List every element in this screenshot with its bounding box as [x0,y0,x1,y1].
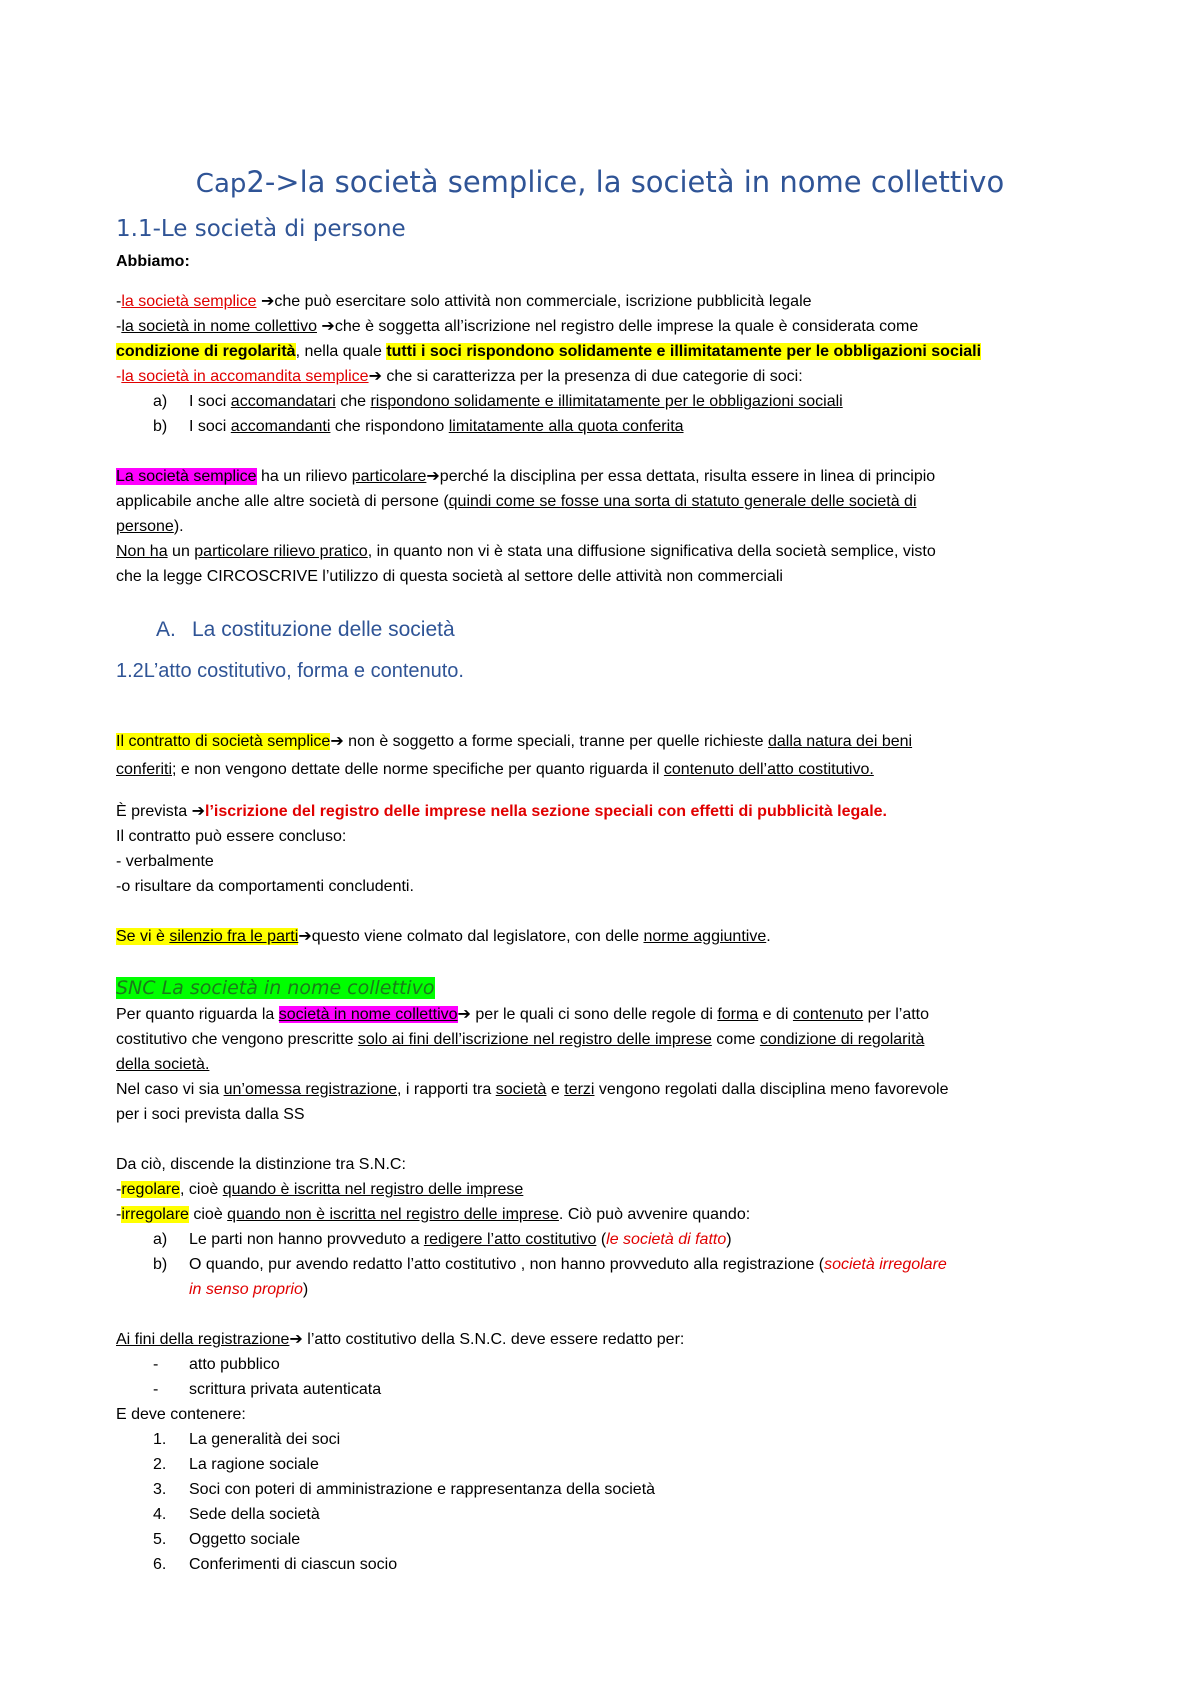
title-prefix: Cap [195,169,247,199]
contenere-line: E deve contenere: [116,1406,246,1423]
dash: - [116,1206,122,1223]
text: O quando, pur avendo redatto l’atto costitutivo , non hanno provveduto alla registrazione ( [189,1256,825,1273]
paragraph-2-line-1 [116,542,936,562]
text-red-bold: l’iscrizione del registro delle imprese nella sezione speciali con effetti di pubblicità legale. [205,803,887,820]
marker: 2. [153,1456,167,1473]
text-underlined: rispondono solidamente e illimitatamente per le obbligazioni sociali [370,393,843,410]
text: che si caratterizza per la presenza di due categorie di soci: [381,368,803,385]
text: La ragione sociale [189,1456,319,1473]
text: e di [758,1006,793,1023]
text: scrittura privata autenticata [189,1381,382,1398]
text-underlined: terzi [564,1081,595,1098]
text: ) [726,1231,732,1248]
text-underlined: silenzio fra le parti [169,928,299,945]
text: perché la disciplina per essa dettata, risulta essere in linea di principio [439,468,936,485]
heading-a [156,618,455,642]
text-underlined: persone [116,518,174,535]
highlight-contratto: Il contratto di società semplice [116,733,331,750]
term-accomandanti: accomandanti [230,418,331,435]
text: atto pubblico [189,1356,280,1373]
highlight-regolare: regolare [121,1181,181,1198]
text: che [335,393,371,410]
text: ) [302,1281,309,1298]
list-item [153,1530,300,1550]
arrow-icon: ➔ [256,293,275,310]
text-red-italic: le società di fatto [606,1231,727,1248]
text: , cioè [180,1181,223,1198]
snc-line-6: Da ciò, discende la distinzione tra S.N.C: [116,1156,406,1173]
text: che può esercitare solo attività non commerciale, iscrizione pubblicità legale [274,293,812,310]
text: Oggetto sociale [189,1531,301,1548]
contratto-line-1 [116,732,912,752]
text-underlined: Ai fini della registrazione [116,1331,290,1348]
concluso-line: Il contratto può essere concluso: [116,828,347,845]
list-item [153,1455,319,1475]
snc-line-irregolare [116,1205,750,1225]
paragraph-1-line-1 [116,467,935,487]
marker: 1. [153,1431,167,1448]
text: Per quanto riguarda la [116,1006,279,1023]
highlight-tutti-soci: tutti i soci rispondono solidamente e illimitatamente per le obbligazioni sociali [386,343,982,360]
text: , in quanto non vi è stata una diffusione significativa della società semplice, visto [367,543,936,560]
page-title [0,165,1200,199]
text-underlined: dalla natura dei beni [767,733,913,750]
marker: a) [153,1231,168,1248]
prevista-line [116,802,887,822]
text: applicabile anche alle altre società di persone ( [116,493,449,510]
text: Soci con poteri di amministrazione e rappresentanza della società [189,1481,656,1498]
marker: 5. [153,1531,167,1548]
dash: - [116,1181,122,1198]
snc-line-regolare [116,1180,523,1200]
text-underlined: Non ha [116,543,168,560]
registrazione-line [116,1330,684,1350]
text: . Ciò può avvenire quando: [558,1206,751,1223]
text: È prevista [116,803,192,820]
term-snc: la società in nome collettivo [121,318,317,335]
text-underlined: limitatamente alla quota conferita [448,418,684,435]
text-underlined: contenuto dell’atto costitutivo. [663,761,874,778]
text-underlined: particolare [351,468,427,485]
text: Le parti non hanno provveduto a [189,1231,424,1248]
paragraph-1-line-2 [116,492,917,512]
heading-snc [116,976,435,1002]
paragraph-2-line-2: che la legge CIRCOSCRIVE l’utilizzo di questa società al settore delle attività non commerciali [116,568,783,585]
dash: - [116,368,122,385]
text: ha un rilievo [256,468,352,485]
text-underlined: redigere l’atto costitutivo [423,1231,597,1248]
list-item [153,1480,655,1500]
arrow-icon: ➔ [330,733,344,750]
snc-line-1 [116,1005,929,1025]
heading-text: La costituzione delle società [192,618,455,641]
text: Nel caso vi sia [116,1081,224,1098]
line-snc-2 [116,342,981,362]
text: cioè [188,1206,228,1223]
list-item-b [153,417,684,437]
highlight-condizione: condizione di regolarità [116,343,296,360]
line-sas [116,367,803,387]
text: per l’atto [863,1006,930,1023]
term-societa-semplice: la società semplice [121,293,257,310]
highlight-silenzio [116,928,298,945]
comportamenti-line: -o risultare da comportamenti concludenti. [116,878,414,895]
text-underlined: forma [717,1006,759,1023]
text: non è soggetto a forme speciali, tranne per quelle richieste [343,733,768,750]
text: e [546,1081,565,1098]
text: che rispondono [330,418,449,435]
form-item-1 [153,1355,280,1375]
silenzio-line [116,927,771,947]
marker: 3. [153,1481,167,1498]
text-red-italic: società irregolare [824,1256,947,1273]
text: La generalità dei soci [189,1431,341,1448]
text: i rapporti tra [401,1081,496,1098]
text-underlined: quando è iscritta nel registro delle imprese [222,1181,524,1198]
heading-1-1: 1.1-Le società di persone [116,216,406,242]
text: come [711,1031,760,1048]
marker: b) [153,418,168,435]
paragraph-1-line-3 [116,517,184,537]
text: vengono regolati dalla disciplina meno favorevole [594,1081,949,1098]
marker: 4. [153,1506,167,1523]
heading-1-2: 1.2L’atto costitutivo, forma e contenuto. [116,660,464,682]
dash: - [116,318,122,335]
text: Conferimenti di ciascun socio [189,1556,398,1573]
highlight-societa-semplice: La società semplice [116,468,257,485]
line-societa-semplice [116,292,812,312]
text: . [766,928,771,945]
text-underlined: quando non è iscritta nel registro delle imprese [227,1206,559,1223]
term-accomandatari: accomandatari [230,393,336,410]
marker: - [153,1381,159,1398]
arrow-icon: ➔ [316,318,335,335]
contratto-line-2 [116,760,874,780]
text: costitutivo che vengono prescritte [116,1031,358,1048]
text: che è soggetta all’iscrizione nel registro delle imprese la quale è considerata come [334,318,919,335]
marker: a) [153,393,168,410]
text: per le quali ci sono delle regole di [470,1006,718,1023]
snc-line-5: per i soci prevista dalla SS [116,1106,305,1123]
text: I soci [189,393,231,410]
text: un [167,543,195,560]
text: , nella quale [295,343,387,360]
list-item [153,1505,320,1525]
form-item-2 [153,1380,381,1400]
arrow-icon: ➔ [457,1006,471,1023]
text: Se vi è [116,928,170,945]
line-snc [116,317,918,337]
text: questo viene colmato dal legislatore, con delle [311,928,644,945]
marker: - [153,1356,159,1373]
text-underlined: solo ai fini dell’iscrizione nel registro delle imprese [357,1031,712,1048]
text: ). [173,518,184,535]
text-underlined: società [495,1081,547,1098]
text: l’atto costitutivo della S.N.C. deve essere redatto per: [302,1331,685,1348]
list-item [153,1555,397,1575]
marker: 6. [153,1556,167,1573]
term-sas: la società in accomandita semplice [121,368,369,385]
snc-line-4 [116,1080,948,1100]
text-underlined: contenuto [792,1006,864,1023]
text-underlined: particolare rilievo pratico [194,543,368,560]
verbalmente-line: - verbalmente [116,853,214,870]
snc-list-item-a [153,1230,732,1250]
text: I soci [189,418,231,435]
title-rest: 2->la società semplice, la società in nome collettivo [246,165,1005,199]
arrow-icon: ➔ [426,468,440,485]
arrow-icon: ➔ [289,1331,303,1348]
list-item [153,1430,340,1450]
text-underlined: quindi come se fosse una sorta di statuto generale delle società di [448,493,917,510]
snc-list-item-b-cont [189,1280,308,1300]
text-underlined: condizione di regolarità [759,1031,925,1048]
arrow-icon: ➔ [298,928,312,945]
text: ( [596,1231,607,1248]
text-underlined: norme aggiuntive [643,928,767,945]
text-underlined: un’omessa registrazione, [223,1081,402,1098]
highlight-irregolare: irregolare [121,1206,189,1223]
abbiamo-label: Abbiamo: [116,253,190,270]
text-red-italic: in senso proprio [189,1281,303,1298]
snc-line-3: della società. [116,1056,210,1073]
arrow-icon: ➔ [368,368,382,385]
text-underlined: conferiti; [116,761,177,778]
text: Sede della società [189,1506,320,1523]
dash: - [116,293,122,310]
highlight-snc: società in nome collettivo [278,1006,458,1023]
snc-list-item-b [153,1255,947,1275]
highlight-snc-heading: SNC La società in nome collettivo [116,977,435,999]
marker: A. [156,618,176,641]
arrow-icon: ➔ [191,803,205,820]
snc-line-2 [116,1030,924,1050]
text: e non vengono dettate delle norme specifiche per quanto riguarda il [176,761,664,778]
list-item-a [153,392,843,412]
marker: b) [153,1256,168,1273]
